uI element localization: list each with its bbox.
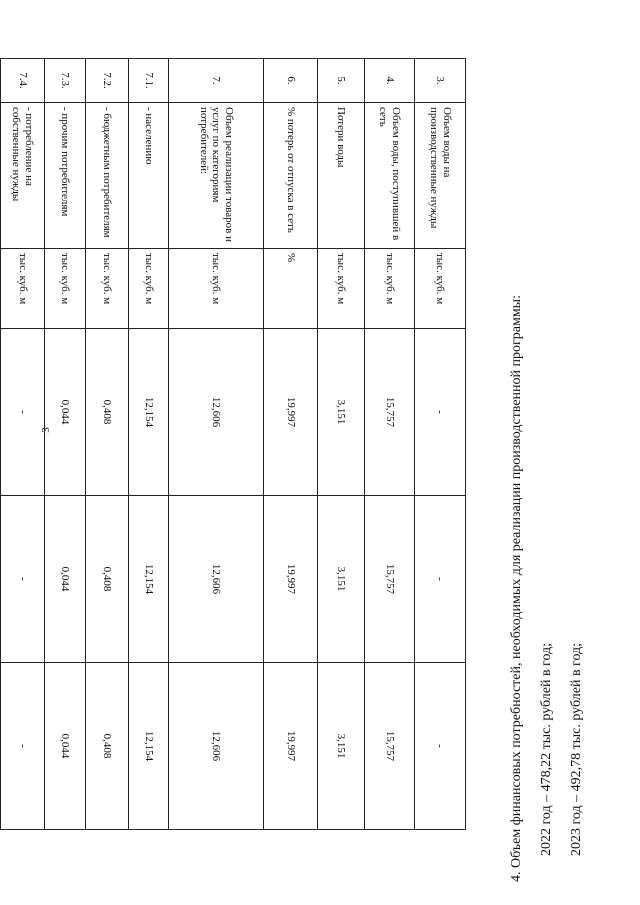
row-name-cell: - бюджетным потребителям bbox=[86, 103, 129, 249]
row-name-cell: % потерь от отпуска в сеть bbox=[264, 103, 318, 249]
row-unit-cell: тыс. куб. м bbox=[169, 249, 264, 329]
row-number-cell: 3. bbox=[415, 59, 466, 103]
row-unit-cell: тыс. куб. м bbox=[365, 249, 415, 329]
value-cell-3: 3,151 bbox=[318, 663, 365, 830]
table-row bbox=[365, 59, 415, 830]
row-number-cell: 7. bbox=[169, 59, 264, 103]
value-cell-1: - bbox=[415, 329, 466, 496]
table-row bbox=[169, 59, 264, 830]
value-cell-2: 3,151 bbox=[318, 496, 365, 663]
value-cell-2: 19,997 bbox=[264, 496, 318, 663]
row-number-cell: 4. bbox=[365, 59, 415, 103]
value-cell-1: 19,997 bbox=[264, 329, 318, 496]
value-cell-1: 12,606 bbox=[169, 329, 264, 496]
table-row bbox=[1, 59, 45, 830]
row-unit-cell: тыс. куб. м bbox=[86, 249, 129, 329]
page-number: 3 bbox=[40, 427, 52, 433]
value-cell-1: 15,757 bbox=[365, 329, 415, 496]
row-unit-cell: тыс. куб. м bbox=[318, 249, 365, 329]
row-number-cell: 7.4. bbox=[1, 59, 45, 103]
table-row bbox=[45, 59, 86, 830]
value-cell-2: 0,044 bbox=[45, 496, 86, 663]
value-cell-3: 0,408 bbox=[86, 663, 129, 830]
value-cell-2: - bbox=[415, 496, 466, 663]
row-number-cell: 6. bbox=[264, 59, 318, 103]
row-name-cell: Потери воды bbox=[318, 103, 365, 249]
production-program-table-wrapper bbox=[10, 58, 466, 829]
row-name-cell: Объем воды на производственные нужды bbox=[415, 103, 466, 249]
value-cell-3: - bbox=[415, 663, 466, 830]
row-number-cell: 7.2. bbox=[86, 59, 129, 103]
value-cell-1: 12,154 bbox=[129, 329, 169, 496]
table-body bbox=[1, 59, 466, 830]
production-program-table bbox=[0, 58, 466, 830]
value-cell-3: 15,757 bbox=[365, 663, 415, 830]
row-number-cell: 5. bbox=[318, 59, 365, 103]
row-name-cell: Объем воды, поступившей в сеть bbox=[365, 103, 415, 249]
value-cell-2: 12,154 bbox=[129, 496, 169, 663]
value-cell-1: 0,044 bbox=[45, 329, 86, 496]
row-unit-cell: тыс. куб. м bbox=[129, 249, 169, 329]
table-row bbox=[86, 59, 129, 830]
value-cell-3: 12,606 bbox=[169, 663, 264, 830]
year-2023-line: 2023 год – 492,78 тыс. рублей в год; bbox=[569, 642, 585, 856]
value-cell-3: - bbox=[1, 663, 45, 830]
row-unit-cell: % bbox=[264, 249, 318, 329]
section-heading: 4. Объем финансовых потребностей, необходимых для реализации производственной программы: bbox=[509, 295, 524, 882]
value-cell-1: 3,151 bbox=[318, 329, 365, 496]
financial-needs-section bbox=[508, 112, 618, 882]
value-cell-3: 0,044 bbox=[45, 663, 86, 830]
table-row bbox=[415, 59, 466, 830]
row-unit-cell: тыс. куб. м bbox=[45, 249, 86, 329]
table-row bbox=[129, 59, 169, 830]
year-2022-line: 2022 год – 478,22 тыс. рублей в год; bbox=[539, 642, 555, 856]
value-cell-1: 0,408 bbox=[86, 329, 129, 496]
table-row bbox=[264, 59, 318, 830]
value-cell-2: 15,757 bbox=[365, 496, 415, 663]
row-name-cell: - населению bbox=[129, 103, 169, 249]
value-cell-2: 0,408 bbox=[86, 496, 129, 663]
row-name-cell: - потребление на собственные нужды bbox=[1, 103, 45, 249]
row-unit-cell: тыс. куб. м bbox=[415, 249, 466, 329]
value-cell-1: - bbox=[1, 329, 45, 496]
row-unit-cell: тыс. куб. м bbox=[1, 249, 45, 329]
value-cell-2: 12,606 bbox=[169, 496, 264, 663]
row-name-cell: Объем реализации товаров и услуг по категориям потребителей: bbox=[169, 103, 264, 249]
value-cell-3: 12,154 bbox=[129, 663, 169, 830]
row-number-cell: 7.1. bbox=[129, 59, 169, 103]
row-name-cell: - прочим потребителям bbox=[45, 103, 86, 249]
value-cell-3: 19,997 bbox=[264, 663, 318, 830]
table-row bbox=[318, 59, 365, 830]
row-number-cell: 7.3. bbox=[45, 59, 86, 103]
value-cell-2: - bbox=[1, 496, 45, 663]
